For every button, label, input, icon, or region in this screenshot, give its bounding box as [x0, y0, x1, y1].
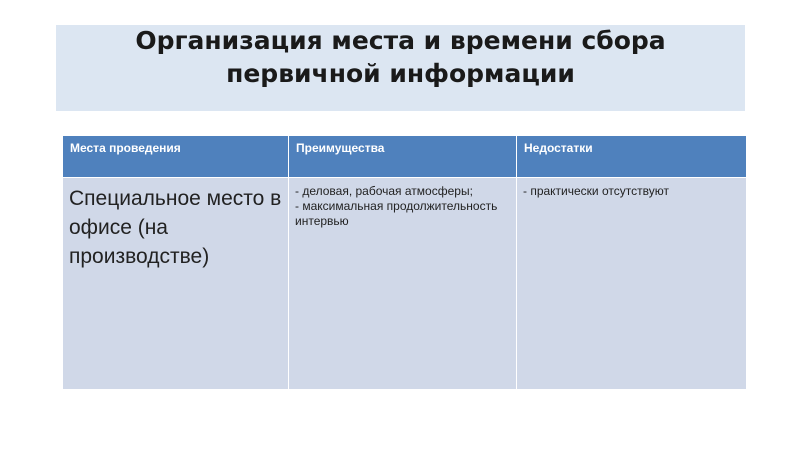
slide-title: Организация места и времени сбора первичной информации — [135, 26, 666, 88]
table-row — [63, 178, 747, 390]
title-box — [56, 25, 745, 111]
header-disadvantages: Недостатки — [517, 136, 747, 178]
info-table — [62, 135, 747, 390]
header-advantages: Преимущества — [289, 136, 517, 178]
header-locations: Места проведения — [63, 136, 289, 178]
cell-advantages: - деловая, рабочая атмосферы; - максимальная продолжительность интервью — [289, 178, 517, 390]
table-header-row — [63, 136, 747, 178]
cell-disadvantages: - практически отсутствуют — [517, 178, 747, 390]
cell-location: Специальное место в офисе (на производстве) — [63, 178, 289, 390]
